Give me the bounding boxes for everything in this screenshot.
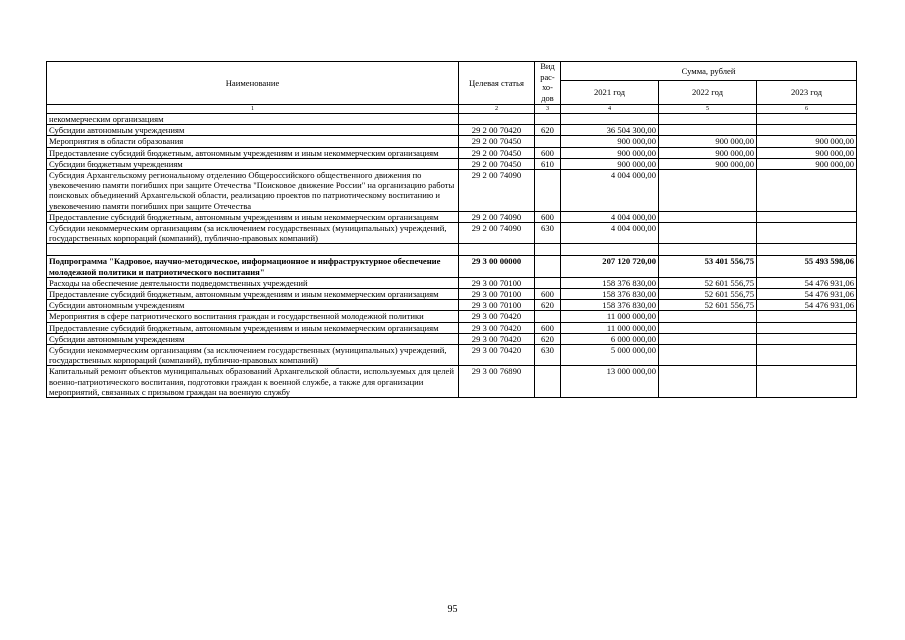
row-target-article: 29 3 00 70420 (459, 345, 535, 366)
row-amount-2021: 4 004 000,00 (561, 170, 659, 212)
row-amount-2021: 900 000,00 (561, 158, 659, 169)
table-row (47, 114, 857, 125)
row-expense-type: 630 (535, 223, 561, 244)
row-amount-2023: 54 476 931,06 (757, 289, 857, 300)
row-amount-2021: 900 000,00 (561, 136, 659, 147)
row-target-article: 29 3 00 70420 (459, 311, 535, 322)
table-row (47, 366, 857, 398)
row-name: Предоставление субсидий бюджетным, автономным учреждениям и иным некоммерческим организациям (47, 289, 459, 300)
row-amount-2021: 4 004 000,00 (561, 211, 659, 222)
row-name (47, 244, 459, 256)
table-row (47, 147, 857, 158)
row-name: Капитальный ремонт объектов муниципальных образований Архангельской области, используемых для целей военно-патриотического воспитания, подготовки граждан к военной службе, а также для организации мероприятий, связанных с призывом граждан на военную службу (47, 366, 459, 398)
row-name: Субсидии некоммерческим организациям (за исключением государственных (муниципальных) учреждений, государственных корпораций (компаний), публично-правовых компаний) (47, 223, 459, 244)
header-name: Наименование (47, 62, 459, 105)
row-name: Мероприятия в сфере патриотического воспитания граждан и государственной молодежной политики (47, 311, 459, 322)
header-year-2023: 2023 год (757, 81, 857, 105)
row-amount-2023 (757, 211, 857, 222)
row-amount-2023: 900 000,00 (757, 158, 857, 169)
row-expense-type: 600 (535, 322, 561, 333)
row-amount-2023: 55 493 598,06 (757, 256, 857, 277)
row-amount-2023: 900 000,00 (757, 147, 857, 158)
table-row (47, 158, 857, 169)
table-row (47, 322, 857, 333)
row-name: Подпрограмма "Кадровое, научно-методическое, информационное и инфраструктурное обеспечение молодежной политики и патриотического воспитания" (47, 256, 459, 277)
row-target-article: 29 3 00 70100 (459, 289, 535, 300)
table-row (47, 136, 857, 147)
row-name: Субсидии автономным учреждениям (47, 333, 459, 344)
header-year-2022: 2022 год (659, 81, 757, 105)
row-expense-type (535, 311, 561, 322)
table-row (47, 277, 857, 288)
row-target-article: 29 3 00 76890 (459, 366, 535, 398)
row-expense-type (535, 277, 561, 288)
table-row (47, 311, 857, 322)
row-amount-2022 (659, 244, 757, 256)
row-amount-2022 (659, 311, 757, 322)
row-amount-2022: 900 000,00 (659, 158, 757, 169)
table-row (47, 125, 857, 136)
column-number: 6 (757, 105, 857, 114)
table-body (47, 114, 857, 398)
row-amount-2021 (561, 114, 659, 125)
row-name: Мероприятия в области образования (47, 136, 459, 147)
table-row (47, 300, 857, 311)
row-amount-2021 (561, 244, 659, 256)
row-target-article: 29 3 00 70420 (459, 322, 535, 333)
row-name: Субсидии некоммерческим организациям (за исключением государственных (муниципальных) учреждений, государственных корпораций (компаний), публично-правовых компаний) (47, 345, 459, 366)
row-amount-2022: 900 000,00 (659, 147, 757, 158)
row-target-article: 29 3 00 70420 (459, 333, 535, 344)
header-target-article: Целевая статья (459, 62, 535, 105)
row-target-article: 29 2 00 70450 (459, 158, 535, 169)
row-amount-2022 (659, 211, 757, 222)
column-number: 1 (47, 105, 459, 114)
table-row (47, 289, 857, 300)
row-expense-type (535, 366, 561, 398)
row-amount-2023 (757, 223, 857, 244)
row-name: Субсидии бюджетным учреждениям (47, 158, 459, 169)
row-expense-type: 620 (535, 300, 561, 311)
row-amount-2023: 54 476 931,06 (757, 300, 857, 311)
header-year-2021: 2021 год (561, 81, 659, 105)
row-amount-2021: 6 000 000,00 (561, 333, 659, 344)
row-amount-2021: 4 004 000,00 (561, 223, 659, 244)
row-name: Субсидия Архангельскому региональному отделению Общероссийского общественного движения по увековечению памяти погибших при защите Отечества "Поисковое движение России" на организацию работы поисковых объединений Архангельской области, реализацию проектов по патриотическому воспитанию и увековечению памяти погибших при защите Отечества (47, 170, 459, 212)
row-target-article: 29 2 00 74090 (459, 170, 535, 212)
row-target-article: 29 2 00 70420 (459, 125, 535, 136)
row-amount-2021: 13 000 000,00 (561, 366, 659, 398)
row-amount-2021: 900 000,00 (561, 147, 659, 158)
column-number-row (47, 105, 857, 114)
row-target-article (459, 244, 535, 256)
row-expense-type (535, 244, 561, 256)
page-number: 95 (447, 604, 458, 615)
table-row (47, 211, 857, 222)
row-target-article: 29 2 00 70450 (459, 136, 535, 147)
column-number: 3 (535, 105, 561, 114)
row-expense-type (535, 114, 561, 125)
row-name: Расходы на обеспечение деятельности подведомственных учреждений (47, 277, 459, 288)
row-name: Субсидии автономным учреждениям (47, 300, 459, 311)
table-row (47, 256, 857, 277)
row-name: Предоставление субсидий бюджетным, автономным учреждениям и иным некоммерческим организациям (47, 211, 459, 222)
table-row (47, 244, 857, 256)
row-name: Субсидии автономным учреждениям (47, 125, 459, 136)
row-amount-2021: 158 376 830,00 (561, 300, 659, 311)
row-amount-2022: 900 000,00 (659, 136, 757, 147)
row-expense-type: 620 (535, 125, 561, 136)
row-target-article: 29 2 00 70450 (459, 147, 535, 158)
row-amount-2022 (659, 322, 757, 333)
row-amount-2023 (757, 170, 857, 212)
row-amount-2023 (757, 366, 857, 398)
row-amount-2021: 11 000 000,00 (561, 322, 659, 333)
column-number: 5 (659, 105, 757, 114)
row-expense-type: 610 (535, 158, 561, 169)
row-amount-2021: 158 376 830,00 (561, 289, 659, 300)
row-name: некоммерческим организациям (47, 114, 459, 125)
row-target-article: 29 3 00 00000 (459, 256, 535, 277)
row-expense-type: 600 (535, 147, 561, 158)
row-expense-type: 600 (535, 289, 561, 300)
row-amount-2023 (757, 125, 857, 136)
row-amount-2023 (757, 345, 857, 366)
row-name: Предоставление субсидий бюджетным, автономным учреждениям и иным некоммерческим организациям (47, 147, 459, 158)
row-amount-2022 (659, 345, 757, 366)
row-amount-2021: 36 504 300,00 (561, 125, 659, 136)
row-amount-2023 (757, 114, 857, 125)
row-expense-type: 600 (535, 211, 561, 222)
row-amount-2022 (659, 223, 757, 244)
row-amount-2023 (757, 322, 857, 333)
row-expense-type (535, 256, 561, 277)
column-number: 4 (561, 105, 659, 114)
row-target-article (459, 114, 535, 125)
row-expense-type: 620 (535, 333, 561, 344)
row-amount-2022 (659, 125, 757, 136)
row-amount-2022 (659, 333, 757, 344)
table-row (47, 345, 857, 366)
row-target-article: 29 2 00 74090 (459, 211, 535, 222)
row-amount-2023: 54 476 931,06 (757, 277, 857, 288)
row-amount-2021: 207 120 720,00 (561, 256, 659, 277)
header-expense-type: Вид рас-хо-дов (535, 62, 561, 105)
header-sum-title: Сумма, рублей (561, 62, 857, 81)
row-amount-2022: 52 601 556,75 (659, 300, 757, 311)
row-name: Предоставление субсидий бюджетным, автономным учреждениям и иным некоммерческим организациям (47, 322, 459, 333)
row-target-article: 29 3 00 70100 (459, 277, 535, 288)
table-row (47, 170, 857, 212)
row-amount-2023: 900 000,00 (757, 136, 857, 147)
row-amount-2022 (659, 114, 757, 125)
row-amount-2022 (659, 170, 757, 212)
row-amount-2022: 53 401 556,75 (659, 256, 757, 277)
row-amount-2023 (757, 244, 857, 256)
table-row (47, 223, 857, 244)
row-amount-2023 (757, 333, 857, 344)
row-expense-type (535, 136, 561, 147)
row-expense-type (535, 170, 561, 212)
budget-table (46, 61, 857, 398)
row-amount-2022: 52 601 556,75 (659, 277, 757, 288)
row-target-article: 29 2 00 74090 (459, 223, 535, 244)
column-number: 2 (459, 105, 535, 114)
table-row (47, 333, 857, 344)
row-amount-2022: 52 601 556,75 (659, 289, 757, 300)
row-amount-2021: 11 000 000,00 (561, 311, 659, 322)
row-target-article: 29 3 00 70100 (459, 300, 535, 311)
row-expense-type: 630 (535, 345, 561, 366)
row-amount-2021: 5 000 000,00 (561, 345, 659, 366)
row-amount-2022 (659, 366, 757, 398)
row-amount-2023 (757, 311, 857, 322)
row-amount-2021: 158 376 830,00 (561, 277, 659, 288)
